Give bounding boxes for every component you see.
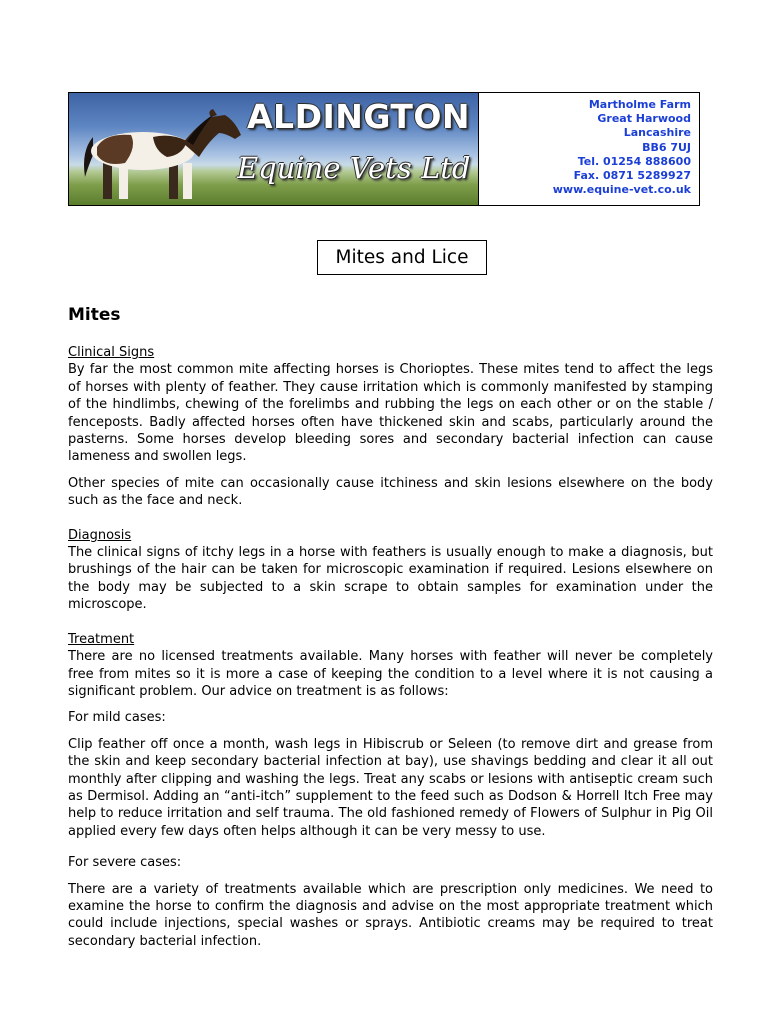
letterhead (68, 92, 700, 206)
subheading-treatment: Treatment (68, 631, 135, 647)
document-body (68, 304, 713, 959)
address-line: Lancashire (623, 126, 691, 140)
paragraph: There are no licensed treatments available. Many horses with feather will never be completely free from mites so it is more a case of keeping the condition to a level where it is not causing a significant problem. Our advice on treatment is as follows: (68, 649, 713, 699)
address-line: BB6 7UJ (642, 140, 691, 154)
contact-address (478, 93, 699, 205)
logo-banner (69, 93, 478, 205)
address-line: Great Harwood (597, 112, 691, 126)
website-link[interactable]: www.equine-vet.co.uk (552, 183, 691, 197)
paragraph: By far the most common mite affecting horses is Chorioptes. These mites tend to affect the legs of horses with plenty of feather. They cause irritation which is commonly manifested by stamping of the hindlimbs, chewing of the forelimbs and rubbing the legs on each other or on the stable / fenceposts. Badly affected horses often have thickened skin and scabs, particularly around the pasterns. Some horses develop bleeding sores and secondary bacterial infection can cause lameness and swollen legs. (68, 362, 713, 465)
paragraph: There are a variety of treatments available which are prescription only medicines. We need to examine the horse to confirm the diagnosis and advise on the most appropriate treatment which could include injections, special washes or sprays. Antibiotic creams may be required to treat secondary bacterial infection. (68, 881, 713, 949)
phone-number: Tel. 01254 888600 (577, 154, 691, 168)
document-title: Mites and Lice (317, 240, 487, 275)
horse-logo-icon (75, 107, 245, 203)
paragraph: Clip feather off once a month, wash legs in Hibiscrub or Seleen (to remove dirt and grease from the skin and keep secondary bacterial infection at bay), use shavings bedding and clear it all out monthly after clipping and washing the legs. Treat any scabs or lesions with antiseptic cream such as Dermisol. Adding an “anti-itch” supplement to the feed such as Dodson & Horrell Itch Free may help to reduce irritation and self trauma. The old fashioned remedy of Flowers of Sulphur in Pig Oil applied every few days often helps although it can be very messy to use. (68, 736, 713, 839)
brand-subtitle: Equine Vets Ltd (237, 151, 471, 185)
paragraph: The clinical signs of itchy legs in a horse with feathers is usually enough to make a diagnosis, but brushings of the hair can be taken for microscopic examination if required. Lesions elsewhere on the body may be subjected to a skin scrape to obtain samples for examination under the microscope. (68, 545, 713, 613)
brand-name: ALDINGTON (247, 97, 471, 136)
subheading-diagnosis: Diagnosis (68, 527, 132, 543)
fax-number: Fax. 0871 5289927 (573, 169, 691, 183)
mild-cases-label: For mild cases: (68, 710, 166, 726)
severe-cases-label: For severe cases: (68, 855, 182, 871)
paragraph: Other species of mite can occasionally cause itchiness and skin lesions elsewhere on the body such as the face and neck. (68, 475, 713, 509)
address-line: Martholme Farm (588, 98, 691, 111)
subheading-clinical-signs: Clinical Signs (68, 345, 155, 360)
section-heading: Mites (68, 305, 121, 325)
